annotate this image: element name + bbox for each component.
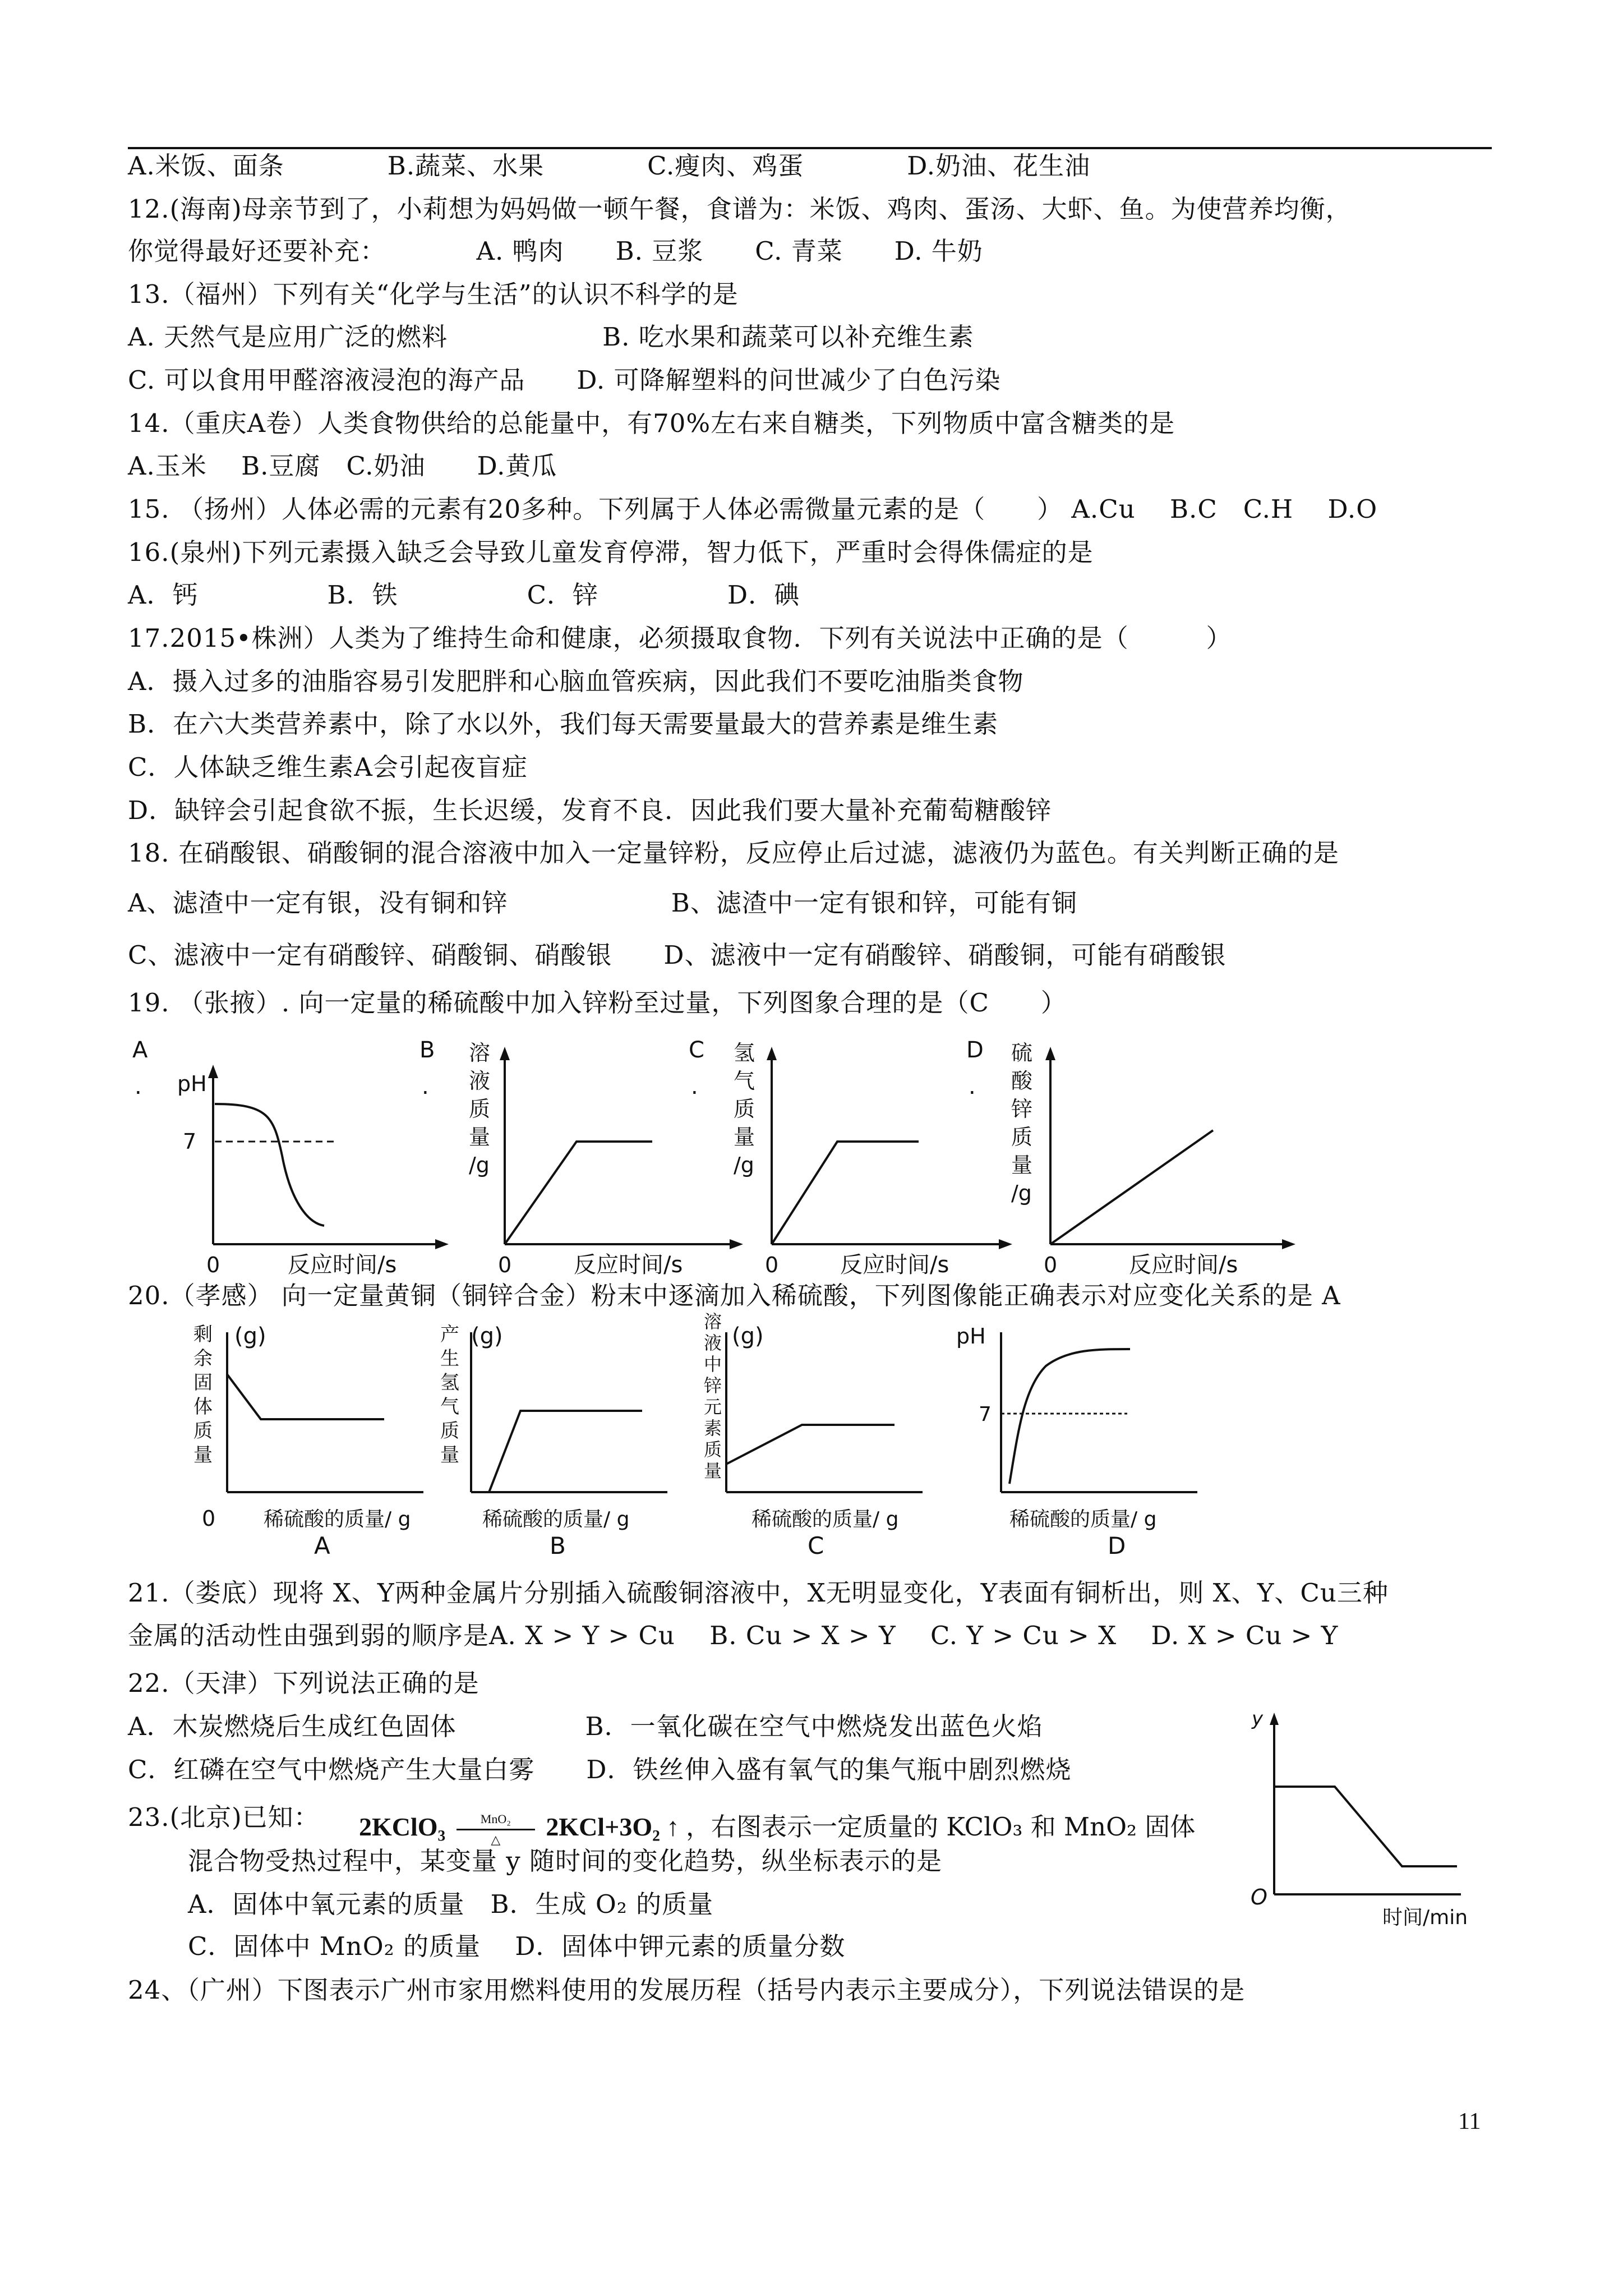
- text-line: D．缺锌会引起食欲不振，生长迟缓，发育不良．因此我们要大量补充葡萄糖酸锌: [128, 795, 1052, 825]
- svg-text:质: 质: [469, 1097, 491, 1121]
- product: 2KCl+3O₂ ↑: [546, 1812, 680, 1841]
- header-rule: [128, 147, 1492, 149]
- text-line: 混合物受热过程中，某变量 y 随时间的变化趋势，纵坐标表示的是: [188, 1846, 943, 1876]
- axis-label-x: 时间/min: [1382, 1906, 1468, 1929]
- catalyst: MnO₂: [480, 1811, 511, 1826]
- svg-text:稀硫酸的质量/ g: 稀硫酸的质量/ g: [1009, 1508, 1157, 1531]
- svg-text:体: 体: [193, 1396, 213, 1418]
- svg-text:.: .: [969, 1074, 976, 1099]
- svg-text:.: .: [422, 1074, 429, 1099]
- page-number: 11: [1458, 2109, 1481, 2134]
- text-line: 22.（天津）下列说法正确的是: [128, 1668, 479, 1698]
- y-trend-line: [1274, 1787, 1457, 1866]
- svg-text:.: .: [135, 1074, 142, 1099]
- svg-text:/g: /g: [1011, 1181, 1032, 1205]
- svg-text:稀硫酸的质量/ g: 稀硫酸的质量/ g: [264, 1508, 411, 1531]
- text-line: 13.（福州）下列有关“化学与生活”的认识不科学的是: [128, 279, 739, 309]
- svg-text:0: 0: [498, 1253, 512, 1277]
- svg-text:气: 气: [440, 1396, 459, 1418]
- svg-text:质: 质: [440, 1420, 459, 1442]
- svg-text:素: 素: [704, 1418, 722, 1439]
- text-line: A.米饭、面条 B.蔬菜、水果 C.瘦肉、鸡蛋 D.奶油、花生油: [128, 151, 1091, 181]
- option-letter: D: [966, 1037, 984, 1063]
- svg-text:pH: pH: [956, 1324, 986, 1349]
- svg-text:气: 气: [734, 1069, 755, 1093]
- axis-label-y: y: [1252, 1708, 1264, 1730]
- text-line: A.玉米 B.豆腐 C.奶油 D.黄瓜: [128, 451, 557, 481]
- zinc-sulfate-line: [1050, 1130, 1213, 1244]
- heat-symbol: △: [491, 1832, 501, 1847]
- svg-text:0: 0: [206, 1253, 220, 1277]
- svg-text:余: 余: [193, 1347, 213, 1370]
- svg-text:/g: /g: [469, 1153, 490, 1177]
- zinc-element-line: [726, 1425, 895, 1464]
- ph-curve: [215, 1104, 324, 1226]
- ph-curve: [1009, 1349, 1130, 1484]
- svg-text:质: 质: [193, 1420, 213, 1442]
- text-line: C．固体中 MnO₂ 的质量 D．固体中钾元素的质量分数: [188, 1931, 846, 1961]
- text-line: C、滤液中一定有硝酸锌、硝酸铜、硝酸银 D、滤液中一定有硝酸锌、硝酸铜，可能有硝酸银: [128, 940, 1227, 970]
- svg-text:反应时间/s: 反应时间/s: [1129, 1252, 1238, 1278]
- svg-text:液: 液: [469, 1069, 491, 1093]
- axis-label-y: pH: [177, 1071, 207, 1096]
- svg-text:反应时间/s: 反应时间/s: [574, 1252, 683, 1278]
- svg-text:硫: 硫: [1011, 1041, 1033, 1065]
- svg-text:氢: 氢: [440, 1372, 459, 1394]
- svg-text:产: 产: [440, 1323, 459, 1346]
- option-letter: A: [132, 1037, 148, 1063]
- text-line: 17.2015•株洲）人类为了维持生命和健康，必须摄取食物．下列有关说法中正确的是（ ）: [128, 623, 1232, 653]
- svg-text:(g): (g): [732, 1323, 764, 1349]
- q20-graphs: [179, 1311, 1469, 1559]
- svg-text:氢: 氢: [734, 1041, 755, 1065]
- q23-graph: [1245, 1703, 1481, 1927]
- text-line: B．在六大类营养素中，除了水以外，我们每天需要量最大的营养素是维生素: [128, 709, 999, 739]
- ph-seven-label: 7: [979, 1403, 992, 1426]
- svg-text:剩: 剩: [193, 1323, 213, 1346]
- text-line: 16.(泉州)下列元素摄入缺乏会导致儿童发育停滞，智力低下，严重时会得侏儒症的是: [128, 537, 1094, 567]
- solution-mass-line: [505, 1142, 652, 1244]
- text-line: 金属的活动性由强到弱的顺序是A. X > Y > Cu B. Cu > X > Y C. Y > Cu > X D. X > Cu > Y: [128, 1621, 1339, 1650]
- svg-text:量: 量: [440, 1444, 459, 1466]
- q23-prefix: 23.(北京)已知：: [128, 1802, 320, 1832]
- q20-graph-a: [193, 1323, 423, 1559]
- svg-text:质: 质: [704, 1439, 722, 1460]
- option-letter: C: [808, 1532, 824, 1559]
- text-line: 20.（孝感） 向一定量黄铜（铜锌合金）粉末中逐滴加入稀硫酸，下列图像能正确表示对应变化关系的是 A: [128, 1281, 1341, 1310]
- option-letter: D: [1108, 1532, 1126, 1559]
- reaction-condition: [457, 1812, 535, 1847]
- text-line: C. 可以食用甲醛溶液浸泡的海产品 D. 可降解塑料的问世减少了白色污染: [128, 365, 1001, 395]
- text-line: C．红磷在空气中燃烧产生大量白雾 D．铁丝伸入盛有氧气的集气瓶中剧烈燃烧: [128, 1755, 1072, 1784]
- svg-text:生: 生: [440, 1347, 459, 1370]
- option-letter: B: [550, 1532, 566, 1559]
- svg-text:O: O: [1251, 1885, 1267, 1910]
- hydrogen-produced-line: [489, 1411, 642, 1492]
- svg-text:固: 固: [193, 1372, 213, 1394]
- text-line: 12.(海南)母亲节到了，小莉想为妈妈做一顿午餐，食谱为：米饭、鸡肉、蛋汤、大虾、鱼。为使营养均衡，: [128, 194, 1352, 224]
- q19-graphs: [128, 1032, 1474, 1279]
- svg-text:.: .: [691, 1074, 698, 1099]
- text-line: 你觉得最好还要补充： A. 鸭肉 B. 豆浆 C. 青菜 D. 牛奶: [128, 236, 983, 266]
- reactant: 2KClO₃: [359, 1812, 446, 1841]
- text-line: A．固体中氧元素的质量 B．生成 O₂ 的质量: [188, 1889, 714, 1919]
- text-line: 19. （张掖）. 向一定量的稀硫酸中加入锌粉至过量，下列图象合理的是（C ）: [128, 988, 1067, 1018]
- svg-text:(g): (g): [471, 1323, 503, 1349]
- option-letter: A: [314, 1532, 330, 1559]
- q23-suffix: ，右图表示一定质量的 KClO₃ 和 MnO₂ 固体: [685, 1812, 1196, 1842]
- svg-text:量: 量: [193, 1444, 213, 1466]
- q19-graph-c: [689, 1037, 1012, 1278]
- axis-label-x: 反应时间/s: [288, 1252, 397, 1278]
- svg-text:/g: /g: [734, 1153, 754, 1177]
- svg-text:酸: 酸: [1011, 1069, 1033, 1093]
- svg-text:0: 0: [1044, 1253, 1058, 1277]
- svg-text:液: 液: [704, 1332, 722, 1354]
- svg-text:量: 量: [1011, 1153, 1033, 1177]
- svg-text:反应时间/s: 反应时间/s: [840, 1252, 949, 1278]
- text-line: A．摄入过多的油脂容易引发肥胖和心脑血管疾病，因此我们不要吃油脂类食物: [128, 666, 1024, 696]
- svg-text:锌: 锌: [704, 1375, 722, 1396]
- q19-graph-d: [966, 1037, 1295, 1278]
- text-line: 18. 在硝酸银、硝酸铜的混合溶液中加入一定量锌粉，反应停止后过滤，滤液仍为蓝色。有关判断正确的是: [128, 838, 1339, 868]
- option-letter: C: [689, 1037, 704, 1063]
- option-letter: B: [419, 1037, 435, 1063]
- svg-text:量: 量: [704, 1460, 722, 1481]
- text-line: A．木炭燃烧后生成红色固体 B．一氧化碳在空气中燃烧发出蓝色火焰: [128, 1711, 1043, 1741]
- text-line: A、滤渣中一定有银，没有铜和锌 B、滤渣中一定有银和锌，可能有铜: [128, 888, 1077, 918]
- svg-text:稀硫酸的质量/ g: 稀硫酸的质量/ g: [751, 1508, 899, 1531]
- svg-text:量: 量: [469, 1125, 491, 1149]
- text-line: 15. （扬州）人体必需的元素有20多种。下列属于人体必需微量元素的是（ ） A.Cu B.C C.H D.O: [128, 494, 1378, 524]
- svg-text:0: 0: [202, 1506, 216, 1531]
- svg-text:元: 元: [704, 1396, 722, 1418]
- text-line: 24、（广州）下图表示广州市家用燃料使用的发展历程（括号内表示主要成分），下列说法错误的是: [128, 1975, 1246, 2005]
- q20-graph-d: [956, 1324, 1197, 1559]
- svg-text:稀硫酸的质量/ g: 稀硫酸的质量/ g: [482, 1508, 630, 1531]
- svg-text:溶: 溶: [469, 1041, 491, 1065]
- svg-text:质: 质: [1011, 1125, 1033, 1149]
- text-line: 14.（重庆A卷）人类食物供给的总能量中，有70%左右来自糖类，下列物质中富含糖类的是: [128, 408, 1175, 438]
- svg-text:中: 中: [704, 1354, 722, 1375]
- q23-equation: [359, 1806, 1195, 1847]
- ph-seven-label: 7: [183, 1129, 197, 1154]
- text-line: C．人体缺乏维生素A会引起夜盲症: [128, 752, 528, 782]
- svg-text:(g): (g): [234, 1323, 266, 1349]
- text-line: A. 天然气是应用广泛的燃料 B. 吃水果和蔬菜可以补充维生素: [128, 322, 974, 352]
- svg-text:0: 0: [765, 1253, 779, 1277]
- q19-graph-a: [132, 1037, 449, 1278]
- q20-graph-c: [704, 1311, 923, 1559]
- q20-graph-b: [440, 1323, 667, 1559]
- remaining-solid-line: [227, 1374, 384, 1419]
- hydrogen-mass-line: [772, 1142, 919, 1244]
- svg-text:量: 量: [734, 1125, 755, 1149]
- text-line: A．钙 B．铁 C．锌 D．碘: [128, 580, 800, 610]
- svg-text:锌: 锌: [1011, 1097, 1033, 1121]
- text-line: 21.（娄底）现将 X、Y两种金属片分别插入硫酸铜溶液中，X无明显变化，Y表面有铜析出，则 X、Y、Cu三种: [128, 1578, 1389, 1608]
- svg-text:质: 质: [734, 1097, 755, 1121]
- svg-text:溶: 溶: [704, 1311, 722, 1332]
